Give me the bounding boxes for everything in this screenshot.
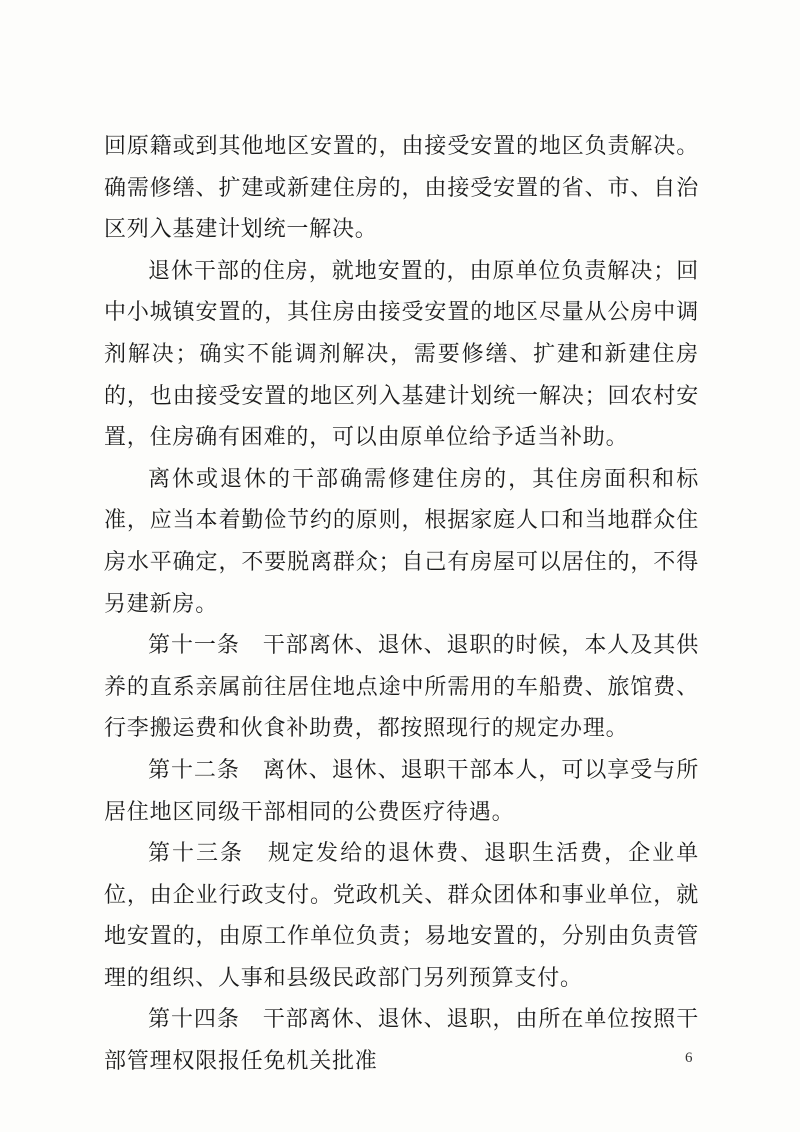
article-13: 第十三条 规定发给的退休费、退职生活费，企业单位，由企业行政支付。党政机关、群众团体和事业单位，就地安置的，由原工作单位负责；易地安置的，分别由负责管理的组织、人事和县级民政部门另列预算支付。 [104, 841, 699, 991]
article-12: 第十二条 离休、退休、退职干部本人，可以享受与所居住地区同级干部相同的公费医疗待遇。 [104, 757, 699, 825]
paragraph-3: 离休或退休的干部确需修建住房的，其住房面积和标准，应当本着勤俭节约的原则，根据家庭人口和当地群众住房水平确定，不要脱离群众；自己有房屋可以居住的，不得另建新房。 [104, 466, 699, 617]
body-text [104, 126, 699, 1083]
page-number: 6 [685, 1050, 693, 1066]
article-14: 第十四条 干部离休、退休、退职，由所在单位按照干部管理权限报任免机关批准 [104, 1007, 699, 1075]
paragraph-1: 回原籍或到其他地区安置的，由接受安置的地区负责解决。确需修缮、扩建或新建住房的，由接受安置的省、市、自治区列入基建计划统一解决。 [104, 134, 699, 243]
article-11: 第十一条 干部离休、退休、退职的时候，本人及其供养的直系亲属前往居住地点途中所需用的车船费、旅馆费、行李搬运费和伙食补助费，都按照现行的规定办理。 [104, 633, 699, 742]
paragraph-2: 退休干部的住房，就地安置的，由原单位负责解决；回中小城镇安置的，其住房由接受安置的地区尽量从公房中调剂解决；确实不能调剂解决，需要修缮、扩建和新建住房的，也由接受安置的地区列入基建计划统一解决；回农村安置，住房确有困难的，可以由原单位给予适当补助。 [104, 258, 699, 451]
